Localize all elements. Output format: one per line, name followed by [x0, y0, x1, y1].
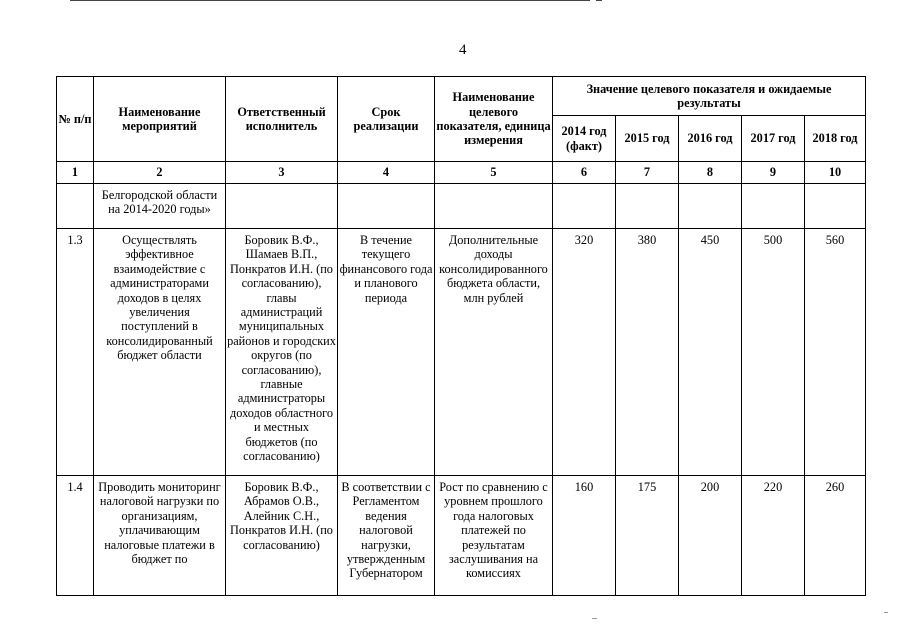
cell-empty [226, 184, 338, 229]
scan-top-rule-fragment [596, 0, 602, 1]
cell-value-2014: 320 [553, 229, 616, 476]
targets-table [56, 76, 866, 596]
table-row [57, 229, 866, 476]
cell-empty [553, 184, 616, 229]
cell-term: В соответствии с Регламентом ведения налоговой нагрузки, утвержденным Губернатором [338, 476, 435, 596]
cell-empty [57, 184, 94, 229]
header-year: 2015 год [616, 116, 679, 162]
header-responsible: Ответственный исполнитель [226, 77, 338, 162]
table-row [57, 476, 866, 596]
header-year: 2018 год [805, 116, 866, 162]
header-year: 2016 год [679, 116, 742, 162]
cell-value-2016: 200 [679, 476, 742, 596]
column-number-row [57, 162, 866, 184]
cell-value-2014: 160 [553, 476, 616, 596]
cell-name: Проводить мониторинг налоговой нагрузки по организациям, уплачивающим налоговые платежи в бюджет по [94, 476, 226, 596]
header-year: 2017 год [742, 116, 805, 162]
cell-value-2017: 500 [742, 229, 805, 476]
scan-artifact [592, 618, 597, 619]
cell-empty [616, 184, 679, 229]
cell-num: 1.4 [57, 476, 94, 596]
cell-value-2016: 450 [679, 229, 742, 476]
cell-empty [435, 184, 553, 229]
cell-empty [338, 184, 435, 229]
column-number: 10 [805, 162, 866, 184]
cell-name: Белгородской области на 2014-2020 годы» [94, 184, 226, 229]
cell-value-2015: 380 [616, 229, 679, 476]
column-number: 3 [226, 162, 338, 184]
column-number: 5 [435, 162, 553, 184]
cell-responsible: Боровик В.Ф., Абрамов О.В., Алейник С.Н., Понкратов И.Н. (по согласованию) [226, 476, 338, 596]
column-number: 6 [553, 162, 616, 184]
cell-term: В течение текущего финансового года и планового периода [338, 229, 435, 476]
cell-empty [742, 184, 805, 229]
header-name: Наименование мероприятий [94, 77, 226, 162]
cell-name: Осуществлять эффективное взаимодействие с администраторами доходов в целях увеличения поступлений в консолидированный бюджет области [94, 229, 226, 476]
scan-top-rule [70, 0, 590, 1]
page-number: 4 [459, 42, 467, 58]
scan-artifact [884, 612, 888, 613]
header-term: Срок реализации [338, 77, 435, 162]
cell-indicator: Дополнительные доходы консолидированного бюджета области, млн рублей [435, 229, 553, 476]
cell-empty [805, 184, 866, 229]
column-number: 8 [679, 162, 742, 184]
cell-value-2017: 220 [742, 476, 805, 596]
column-number: 2 [94, 162, 226, 184]
cell-indicator: Рост по сравнению с уровнем прошлого года налоговых платежей по результатам заслушивания на комиссиях [435, 476, 553, 596]
header-year: 2014 год (факт) [553, 116, 616, 162]
column-number: 4 [338, 162, 435, 184]
header-row [57, 77, 866, 116]
continuation-row [57, 184, 866, 229]
cell-value-2018: 260 [805, 476, 866, 596]
header-indicator: Наименование целевого показателя, единица измерения [435, 77, 553, 162]
header-num: № п/п [57, 77, 94, 162]
column-number: 9 [742, 162, 805, 184]
cell-num: 1.3 [57, 229, 94, 476]
column-number: 7 [616, 162, 679, 184]
cell-empty [679, 184, 742, 229]
column-number: 1 [57, 162, 94, 184]
header-values-group: Значение целевого показателя и ожидаемые результаты [553, 77, 866, 116]
cell-value-2015: 175 [616, 476, 679, 596]
cell-responsible: Боровик В.Ф., Шамаев В.П., Понкратов И.Н. (по согласованию), главы администраций муниципальных районов и городских округов (по согласованию), главные администраторы доходов областного и местных бюджетов (по согласованию) [226, 229, 338, 476]
cell-value-2018: 560 [805, 229, 866, 476]
